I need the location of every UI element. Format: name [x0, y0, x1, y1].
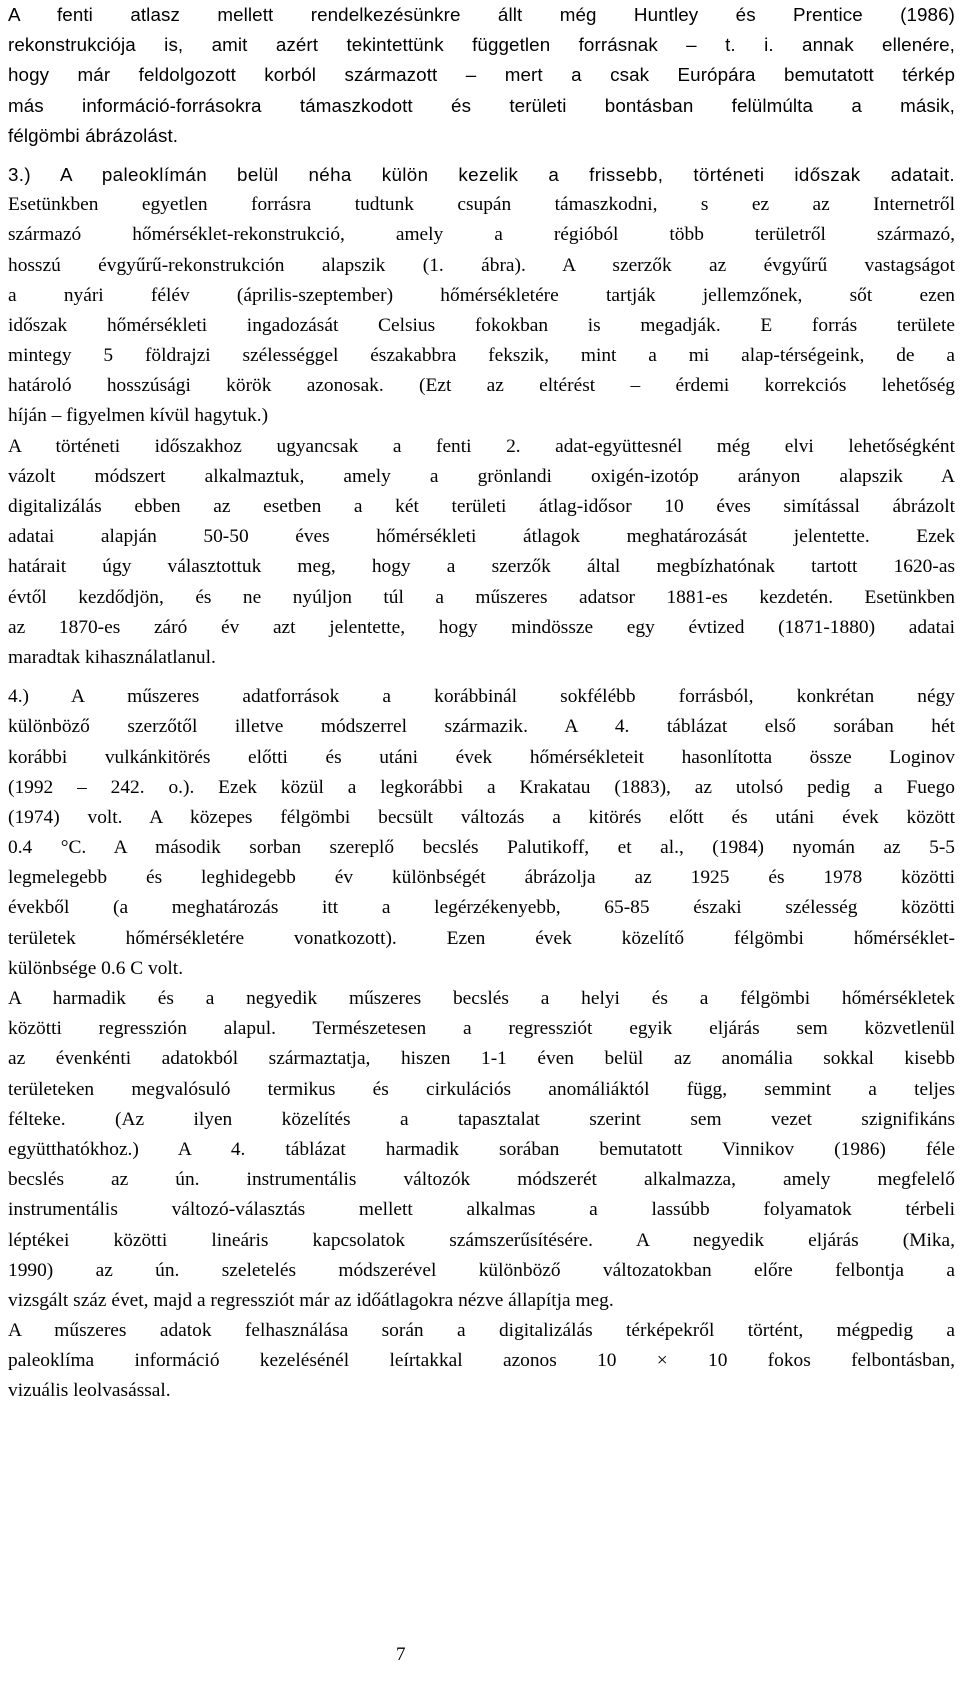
text-line: az évenkénti adatokból származtatja, hiszen 1-1 éven belül az anomália sokkal kisebb: [8, 1048, 955, 1070]
text-line: paleoklíma információ kezelésénél leírtakkal azonos 10 × 10 fokos felbontásban,: [8, 1350, 955, 1372]
paragraph-atlas-sources: [8, 0, 955, 151]
text-line: hosszú évgyűrű-rekonstrukción alapszik (1. ábra). A szerzők az évgyűrű vastagságot: [8, 254, 955, 276]
text-line: 3.) A paleoklímán belül néha külön kezelik a frissebb, történeti időszak adatait.: [8, 163, 955, 185]
text-line: maradtak kihasználatlanul.: [8, 646, 216, 668]
text-line: mintegy 5 földrajzi szélességgel északabbra fekszik, mint a mi alap-térségeink, de a: [8, 345, 955, 367]
text-line: 0.4 °C. A második sorban szereplő becslés Palutikoff, et al., (1984) nyomán az 5-5: [8, 837, 955, 859]
paragraph-tree-ring: [8, 190, 955, 432]
text-line: határait úgy választottuk meg, hogy a szerzők által megbízhatónak tartott 1620-as: [8, 556, 955, 578]
text-line: 4.) A műszeres adatforrások a korábbinál sokfélébb forrásból, konkrétan négy: [8, 686, 955, 708]
text-line: adatai alapján 50-50 éves hőmérsékleti átlagok meghatározását jelentette. Ezek: [8, 526, 955, 548]
paragraph-greenland-isotope: [8, 432, 955, 674]
text-line: különbsége 0.6 C volt.: [8, 957, 184, 979]
text-line: (1974) volt. A közepes félgömbi becsült változás a kitörés előtt és utáni évek között: [8, 806, 955, 828]
text-line: híján – figyelmen kívül hagytuk.): [8, 405, 269, 427]
text-line: rekonstrukciója is, amit azért tekintettünk független forrásnak – t. i. annak ellenére,: [8, 34, 955, 56]
text-line: legmelegebb és leghidegebb év különbségét ábrázolja az 1925 és 1978 közötti: [8, 867, 955, 889]
text-line: vizsgált száz évet, majd a regressziót már az időátlagokra nézve állapítja meg.: [8, 1289, 614, 1311]
text-line: hogy már feldolgozott korból származott – mert a csak Európára bemutatott térkép: [8, 64, 955, 86]
text-line: az 1870-es záró év azt jelentette, hogy mindössze egy évtized (1871-1880) adatai: [8, 616, 955, 638]
text-line: származó hőmérséklet-rekonstrukció, amely a régióból több területről származó,: [8, 224, 955, 246]
text-line: A fenti atlasz mellett rendelkezésünkre állt még Huntley és Prentice (1986): [8, 4, 955, 25]
text-line: becslés az ún. instrumentális változók módszerét alkalmazza, amely megfelelő: [8, 1169, 955, 1191]
text-line: A műszeres adatok felhasználása során a digitalizálás térképekről történt, mégpedig a: [8, 1320, 955, 1342]
text-line: területek hőmérsékletére vonatkozott). Ezen évek közelítő félgömbi hőmérséklet-: [8, 927, 955, 949]
text-line: vázolt módszert alkalmaztuk, amely a grönlandi oxigén-izotóp arányon alapszik A: [8, 465, 955, 487]
text-line: közötti regresszión alapul. Természetesen a regressziót egyik eljárás sem közvetlenül: [8, 1018, 955, 1040]
text-line: korábbi vulkánkitörés előtti és utáni évek hőmérsékleteit hasonlította össze Loginov: [8, 746, 955, 768]
text-line: Esetünkben egyetlen forrásra tudtunk csupán támaszkodni, s ez az Internetről: [8, 194, 955, 216]
text-line: határoló hosszúsági körök azonosak. (Ezt az eltérést – érdemi korrekciós lehetőség: [8, 375, 955, 397]
text-line: 1990) az ún. szeletelés módszerével különböző változatokban előre felbontja a: [8, 1259, 955, 1281]
text-line: vizuális leolvasással.: [8, 1380, 171, 1402]
text-line: félgömbi ábrázolást.: [8, 124, 179, 146]
text-line: léptékei közötti lineáris kapcsolatok számszerűsítésére. A negyedik eljárás (Mika,: [8, 1229, 955, 1251]
text-line: területeken megvalósuló termikus és cirkulációs anomáliáktól függ, semmint a teljes: [8, 1078, 955, 1100]
text-line: együtthatókhoz.) A 4. táblázat harmadik sorában bemutatott Vinnikov (1986) féle: [8, 1138, 955, 1160]
text-line: (1992 – 242. o.). Ezek közül a legkorábbi a Krakatau (1883), az utolsó pedig a Fuego: [8, 776, 955, 798]
text-line: a nyári félév (április-szeptember) hőmérsékletére tartják jellemzőnek, sőt ezen: [8, 284, 955, 306]
text-line: félteke. (Az ilyen közelítés a tapasztalat szerint sem vezet szignifikáns: [8, 1108, 955, 1130]
text-line: digitalizálás ebben az esetben a két területi átlag-idősor 10 éves simítással ábrázolt: [8, 496, 955, 517]
text-line: más információ-forrásokra támaszkodott és területi bontásban felülmúlta a másik,: [8, 94, 955, 116]
page-number: 7: [396, 1644, 406, 1665]
document-page: [8, 0, 955, 1407]
text-line: instrumentális változó-választás mellett alkalmas a lassúbb folyamatok térbeli: [8, 1199, 955, 1221]
paragraph-instrumental-sources: [8, 682, 955, 984]
text-line: évtől kezdődjön, és ne nyúljon túl a műszeres adatsor 1881-es kezdetén. Esetünkben: [8, 586, 955, 608]
paragraph-regression: [8, 984, 955, 1316]
text-line: időszak hőmérsékleti ingadozását Celsius fokokban is megadják. E forrás területe: [8, 314, 955, 336]
text-line: különböző szerzőtől illetve módszerrel származik. A 4. táblázat első sorában hét: [8, 716, 955, 738]
text-line: A történeti időszakhoz ugyancsak a fenti 2. adat-együttesnél még elvi lehetőségként: [8, 435, 955, 457]
text-line: évekből (a meghatározás itt a legérzékenyebb, 65-85 északi szélesség közötti: [8, 897, 955, 919]
text-line: A harmadik és a negyedik műszeres becslés a helyi és a félgömbi hőmérsékletek: [8, 988, 955, 1009]
section-heading-historical: [8, 160, 955, 190]
paragraph-digitization: [8, 1316, 955, 1407]
